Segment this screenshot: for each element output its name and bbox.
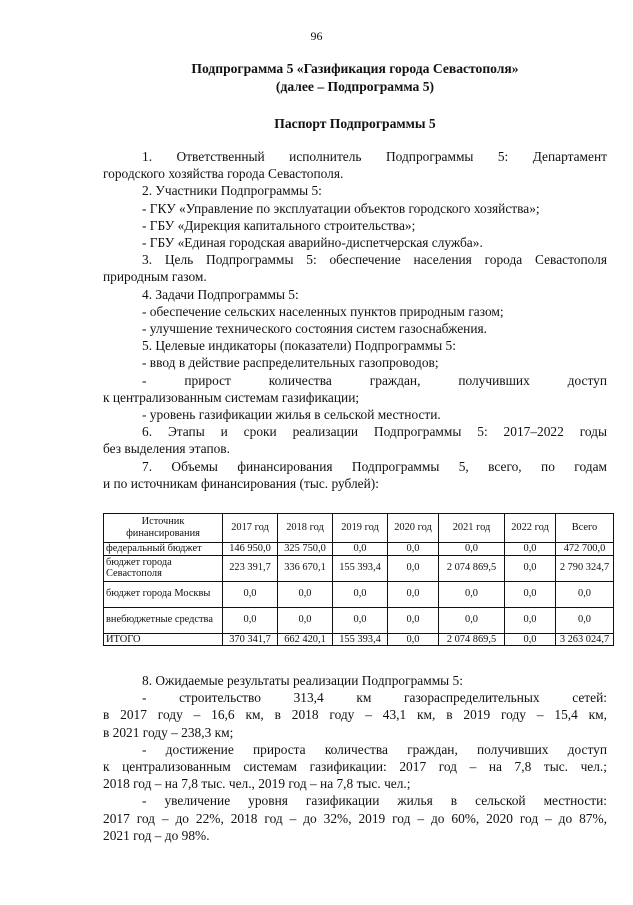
section-8-item-1-line-1: - строительство 313,4 км газораспределительных сетей:: [142, 690, 607, 706]
table-cell: 325 750,0: [278, 543, 333, 556]
table-cell: 0,0: [388, 555, 439, 581]
table-cell: 0,0: [505, 555, 556, 581]
section-1-line-1: 1. Ответственный исполнитель Подпрограммы 5: Департамент: [142, 149, 607, 164]
table-cell: 0,0: [388, 543, 439, 556]
table-cell: 0,0: [333, 581, 388, 607]
section-8-item-3-line-2: 2017 год – до 22%, 2018 год – до 32%, 2019 год – до 60%, 2020 год – до 87%,: [103, 810, 607, 826]
table-cell: внебюджетные средства: [104, 607, 223, 633]
table-cell: 0,0: [556, 607, 614, 633]
table-cell: 0,0: [388, 633, 439, 646]
table-header: 2019 год: [333, 514, 388, 543]
table-cell: 0,0: [278, 581, 333, 607]
table-header: Всего: [556, 514, 614, 543]
table-header: 2018 год: [278, 514, 333, 543]
table-header: 2017 год: [223, 514, 278, 543]
page-number: 96: [310, 29, 323, 43]
passport-title: Паспорт Подпрограммы 5: [274, 116, 436, 131]
section-4-item: - улучшение технического состояния систем газоснабжения.: [142, 321, 487, 337]
table-cell: 2 074 869,5: [439, 633, 505, 646]
table-cell: 0,0: [333, 543, 388, 556]
section-7-line-2: и по источникам финансирования (тыс. рублей):: [103, 475, 379, 491]
section-3-line-2: природным газом.: [103, 269, 207, 285]
table-cell: 0,0: [223, 581, 278, 607]
table-cell: 662 420,1: [278, 633, 333, 646]
section-2-item: - ГБУ «Дирекция капитального строительства»;: [142, 217, 416, 233]
section-8-item-1-line-2: в 2017 году – 16,6 км, в 2018 году – 43,1 км, в 2019 году – 15,4 км,: [103, 707, 607, 723]
table-cell: 336 670,1: [278, 555, 333, 581]
table-cell: 223 391,7: [223, 555, 278, 581]
table-cell: 155 393,4: [333, 633, 388, 646]
section-8-item-2-line-1: - достижение прироста количества граждан, получивших доступ: [142, 741, 607, 757]
table-cell: 2 074 869,5: [439, 555, 505, 581]
table-cell: ИТОГО: [104, 633, 223, 646]
section-5-item-2-line-1: - прирост количества граждан, получивших доступ: [142, 372, 607, 388]
section-5-item: - уровень газификации жилья в сельской местности.: [142, 407, 441, 423]
table-header-row: [104, 514, 614, 543]
title-line-2: (далее – Подпрограмма 5): [275, 79, 435, 94]
table-cell: 146 950,0: [223, 543, 278, 556]
passport-body-bottom: [103, 672, 607, 844]
section-2-item: - ГКУ «Управление по эксплуатации объектов городского хозяйства»;: [142, 200, 540, 216]
table-cell: 0,0: [388, 607, 439, 633]
table-cell: 0,0: [439, 607, 505, 633]
table-cell: 2 790 324,7: [556, 555, 614, 581]
section-4-heading: 4. Задачи Подпрограммы 5:: [142, 286, 299, 302]
table-cell: 370 341,7: [223, 633, 278, 646]
table-cell: 0,0: [505, 633, 556, 646]
table-header: 2020 год: [388, 514, 439, 543]
table-cell: 0,0: [388, 581, 439, 607]
section-2-item: - ГБУ «Единая городская аварийно-диспетчерская служба».: [142, 235, 483, 251]
section-5-item: - ввод в действие распределительных газопроводов;: [142, 355, 439, 371]
section-8-heading: 8. Ожидаемые результаты реализации Подпрограммы 5:: [142, 673, 463, 688]
table-row: [104, 555, 614, 581]
table-row: [104, 581, 614, 607]
table-cell: бюджет города Севастополя: [104, 555, 223, 581]
table-header: Источник финансирования: [104, 514, 223, 543]
table-cell: 0,0: [223, 607, 278, 633]
table-row: [104, 633, 614, 646]
table-cell: 0,0: [333, 607, 388, 633]
table-row: [104, 543, 614, 556]
financing-table: [103, 513, 614, 646]
table-cell: 155 393,4: [333, 555, 388, 581]
section-5-heading: 5. Целевые индикаторы (показатели) Подпрограммы 5:: [142, 338, 456, 354]
passport-body-top: [103, 148, 607, 492]
table-cell: 0,0: [439, 543, 505, 556]
table-cell: 0,0: [505, 581, 556, 607]
section-8-item-3-line-1: - увеличение уровня газификации жилья в сельской местности:: [142, 793, 607, 809]
table-header: 2022 год: [505, 514, 556, 543]
table-cell: 0,0: [439, 581, 505, 607]
subprogram-title: [103, 60, 607, 96]
section-8-item-2-line-3: 2018 год – на 7,8 тыс. чел., 2019 год – на 7,8 тыс. чел.;: [103, 776, 411, 792]
table-row: [104, 607, 614, 633]
table-cell: 0,0: [505, 607, 556, 633]
section-7-line-1: 7. Объемы финансирования Подпрограммы 5, всего, по годам: [142, 458, 607, 474]
section-5-item-2-line-2: к централизованным системам газификации;: [103, 389, 360, 405]
table-cell: бюджет города Москвы: [104, 581, 223, 607]
section-3-line-1: 3. Цель Подпрограммы 5: обеспечение населения города Севастополя: [142, 252, 607, 268]
table-header: 2021 год: [439, 514, 505, 543]
section-6-line-2: без выделения этапов.: [103, 441, 230, 457]
table-cell: 0,0: [556, 581, 614, 607]
section-8-item-3-line-3: 2021 год – до 98%.: [103, 827, 210, 843]
section-6-line-1: 6. Этапы и сроки реализации Подпрограммы 5: 2017–2022 годы: [142, 424, 607, 440]
table-cell: 3 263 024,7: [556, 633, 614, 646]
table-cell: федеральный бюджет: [104, 543, 223, 556]
table-cell: 0,0: [505, 543, 556, 556]
table-cell: 0,0: [278, 607, 333, 633]
section-1-line-2: городского хозяйства города Севастополя.: [103, 166, 344, 182]
section-2-heading: 2. Участники Подпрограммы 5:: [142, 183, 322, 199]
section-8-item-2-line-2: к централизованным системам газификации: 2017 год – на 7,8 тыс. чел.;: [103, 759, 607, 775]
table-cell: 472 700,0: [556, 543, 614, 556]
title-line-1: Подпрограмма 5 «Газификация города Севастополя»: [191, 61, 519, 76]
section-8-item-1-line-3: в 2021 году – 238,3 км;: [103, 724, 234, 740]
section-4-item: - обеспечение сельских населенных пунктов природным газом;: [142, 303, 504, 319]
